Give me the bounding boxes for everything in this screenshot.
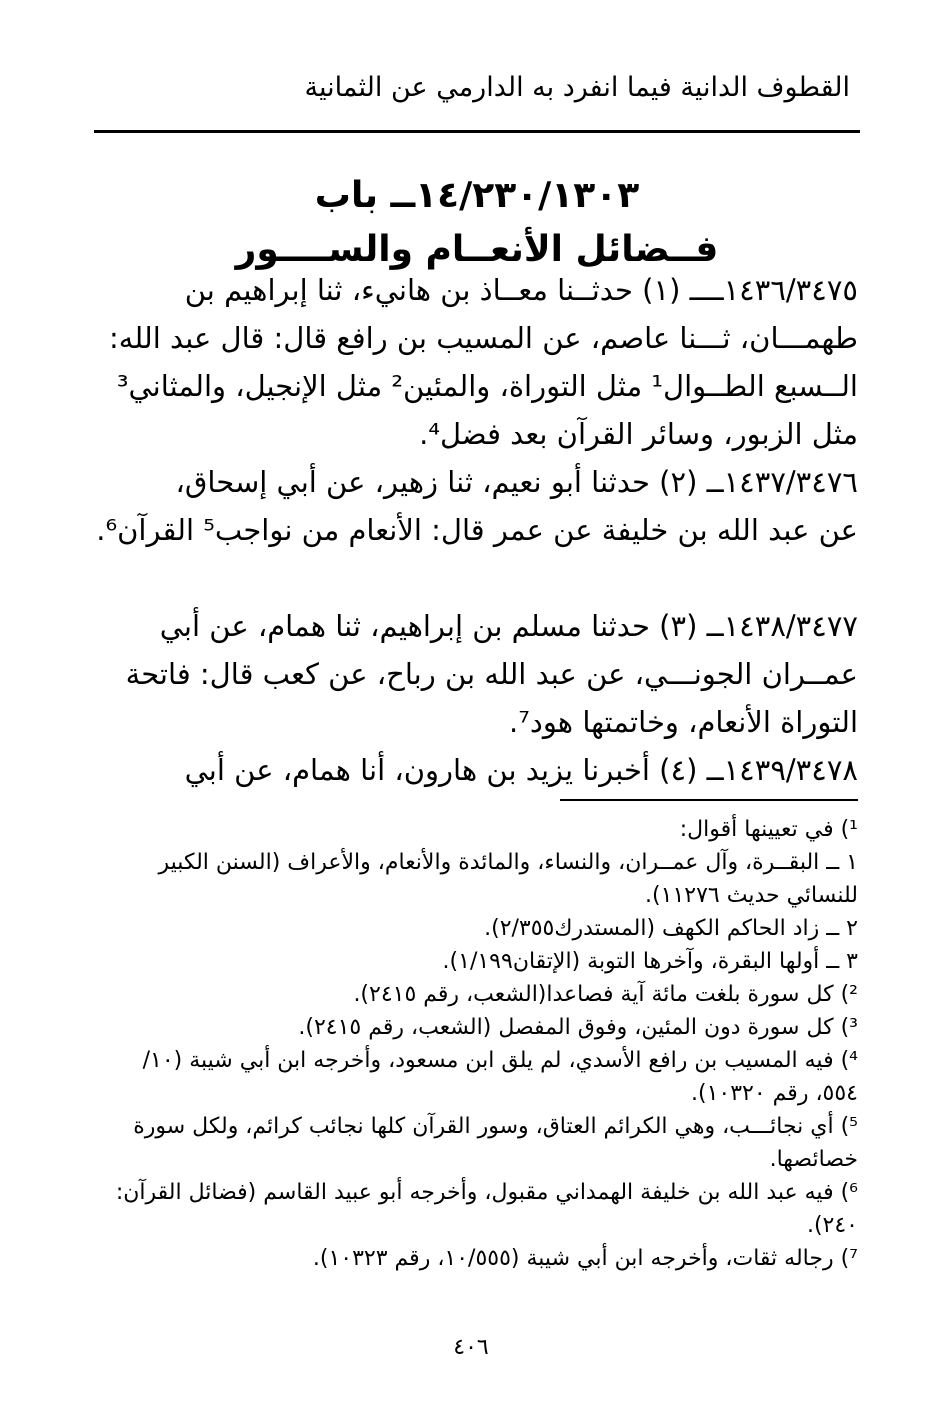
chapter-heading: [94, 170, 860, 278]
chapter-title: فــضائل الأنعــام والســــور: [235, 229, 719, 270]
footnote-line: ٢٤٠).: [806, 1213, 858, 1238]
text-line: الــسبع الطــوال¹ مثل التوراة، والمئين² مثل الإنجيل، والمثاني³: [116, 369, 858, 403]
page-number: ٤٠٦: [453, 1335, 489, 1360]
text-line: ١٤٣٨/٣٤٧٧ــ (٣) حدثنا مسلم بن إبراهيم، ثنا همام، عن أبي: [159, 609, 858, 643]
footnote-line: ⁶) فيه عبد الله بن خليفة الهمداني مقبول، وأخرجه أبو عبيد القاسم (فضائل القرآن:: [115, 1180, 858, 1205]
footnote-line: ١ ــ البقــرة، وآل عمــران، والنساء، والمائدة والأنعام، والأعراف (السنن الكبير: [158, 850, 858, 875]
running-header: القطوف الدانية فيما انفرد به الدارمي عن الثمانية: [304, 72, 850, 103]
text-line: ١٤٣٧/٣٤٧٦ــ (٢) حدثنا أبو نعيم، ثنا زهير، عن أبي إسحاق،: [175, 465, 858, 499]
footnote-line: ٣ ــ أولها البقرة، وآخرها التوبة (الإتقان١/١٩٩).: [442, 949, 858, 974]
footnote-line: ³) كل سورة دون المئين، وفوق المفصل (الشعب، رقم ٢٤١٥).: [298, 1015, 858, 1040]
footnote-line: خصائصها.: [769, 1147, 858, 1172]
footnote-line: ⁷) رجاله ثقات، وأخرجه ابن أبي شيبة (١٠/٥٥٥، رقم ١٠٣٢٣).: [312, 1246, 858, 1271]
hadith-1437: [86, 458, 858, 554]
text-line: عن عبد الله بن خليفة عن عمر قال: الأنعام من نواجب⁵ القرآن⁶.: [96, 513, 858, 547]
text-line: التوراة الأنعام، وخاتمتها هود⁷.: [509, 705, 858, 739]
text-line: ١٤٣٦/٣٤٧٥ــــ (١) حدثــنا معــاذ بن هانيء، ثنا إبراهيم بن: [184, 273, 858, 307]
text-line: طهمـــان، ثـــنا عاصم، عن المسيب بن رافع قال: قال عبد الله:: [109, 321, 858, 355]
footnote-line: ٢ ــ زاد الحاكم الكهف (المستدرك٢/٣٥٥).: [484, 916, 858, 941]
chapter-number-line: ١٤/٢٣٠/١٣٠٣ــ باب: [314, 175, 640, 216]
header-divider: [94, 130, 860, 133]
footnote-line: ٥٥٤، رقم ١٠٣٢٠).: [691, 1081, 858, 1106]
footnote-line: ²) كل سورة بلغت مائة آية فصاعدا(الشعب، رقم ٢٤١٥).: [353, 982, 858, 1007]
footnote-line: للنسائي حديث ١١٢٧٦).: [645, 883, 858, 908]
hadith-body: [86, 266, 858, 794]
footnotes: [86, 813, 858, 1275]
text-line: ١٤٣٩/٣٤٧٨ــ (٤) أخبرنا يزيد بن هارون، أنا همام، عن أبي: [184, 753, 858, 787]
text-line: مثل الزبور، وسائر القرآن بعد فضل⁴.: [419, 417, 858, 451]
hadith-1438: [86, 602, 858, 746]
text-line: عمــران الجونـــي، عن عبد الله بن رباح، عن كعب قال: فاتحة: [125, 657, 858, 691]
footnote-line: ⁴) فيه المسيب بن رافع الأسدي، لم يلق ابن مسعود، وأخرجه ابن أبي شيبة (١٠/: [142, 1048, 858, 1073]
footnote-divider: [560, 799, 858, 801]
hadith-1439: [86, 746, 858, 794]
paragraph-gap: [86, 554, 858, 602]
footnote-line: ⁵) أي نجائـــب، وهي الكرائم العتاق، وسور القرآن كلها نجائب كرائم، ولكل سورة: [133, 1114, 858, 1139]
hadith-1436: [86, 266, 858, 458]
footnote-line: ¹) في تعيينها أقوال:: [679, 817, 858, 842]
